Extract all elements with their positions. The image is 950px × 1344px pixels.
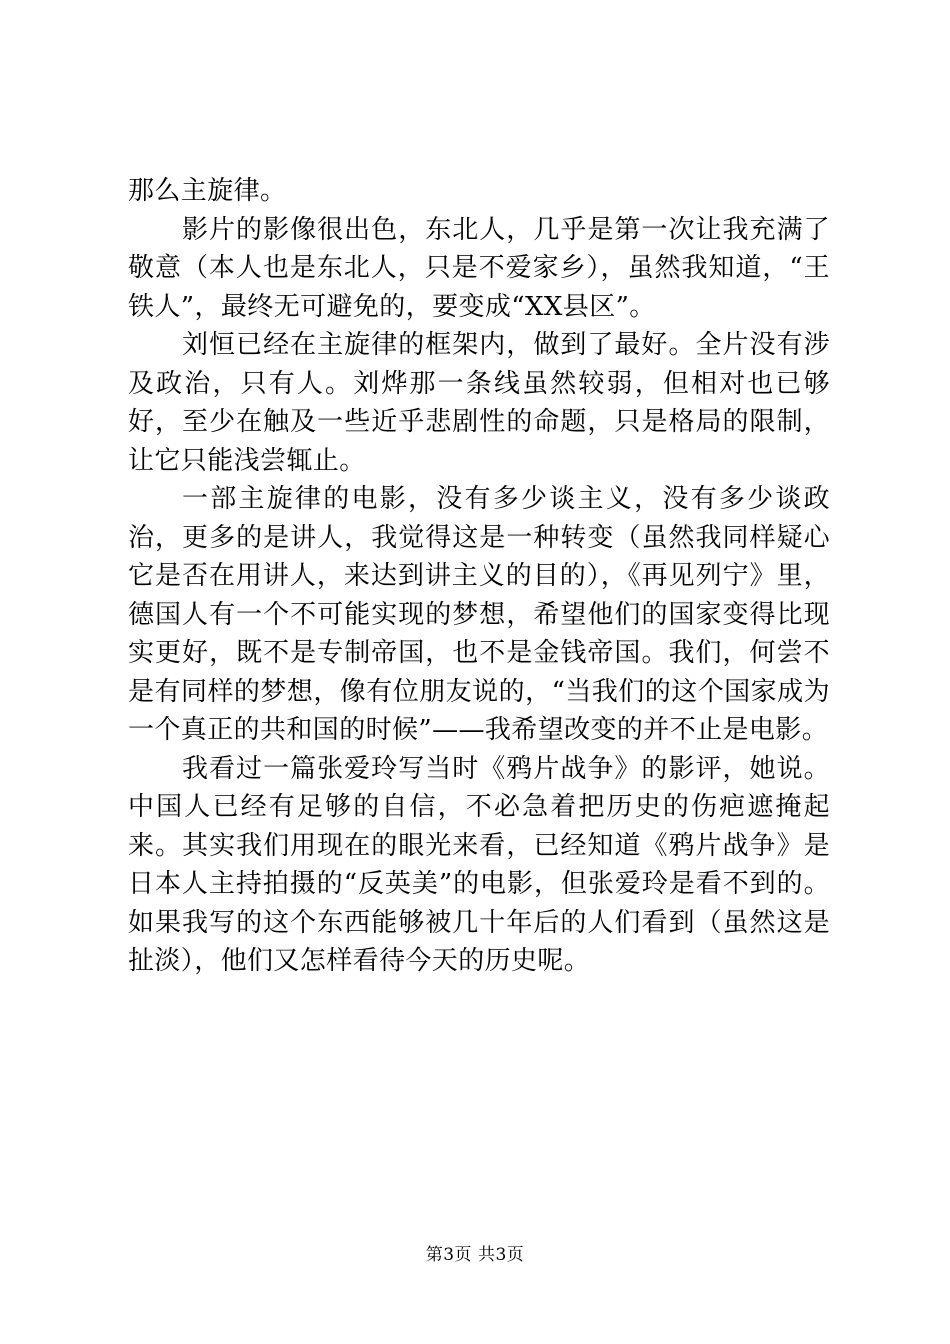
paragraph: 影片的影像很出色，东北人，几乎是第一次让我充满了敬意（本人也是东北人，只是不爱家乡），虽然我知道，“王铁人”，最终无可避免的，要变成“XX县区”。 <box>128 214 830 322</box>
document-body <box>128 172 830 981</box>
paragraph-continuation: 那么主旋律。 <box>128 176 287 206</box>
paragraph: 我看过一篇张爱玲写当时《鸦片战争》的影评，她说。中国人已经有足够的自信，不必急着把历史的伤疤遮掩起来。其实我们用现在的眼光来看，已经知道《鸦片战争》是日本人主持拍摄的“反英美”的电影，但张爱玲是看不到的。如果我写的这个东西能够被几十年后的人们看到（虽然这是扯淡），他们又怎样看待今天的历史呢。 <box>128 753 830 976</box>
paragraph: 一部主旋律的电影，没有多少谈主义，没有多少谈政治，更多的是讲人，我觉得这是一种转变（虽然我同样疑心它是否在用讲人，来达到讲主义的目的），《再见列宁》里，德国人有一个不可能实现的梦想，希望他们的国家变得比现实更好，既不是专制帝国，也不是金钱帝国。我们，何尝不是有同样的梦想，像有位朋友说的，“当我们的这个国家成为一个真正的共和国的时候”——我希望改变的并不止是电影。 <box>128 484 830 745</box>
page-number-footer: 第3页 共3页 <box>425 1245 525 1265</box>
paragraph: 刘恒已经在主旋律的框架内，做到了最好。全片没有涉及政治，只有人。刘烨那一条线虽然较弱，但相对也已够好，至少在触及一些近乎悲剧性的命题，只是格局的限制，让它只能浅尝辄止。 <box>128 330 830 476</box>
